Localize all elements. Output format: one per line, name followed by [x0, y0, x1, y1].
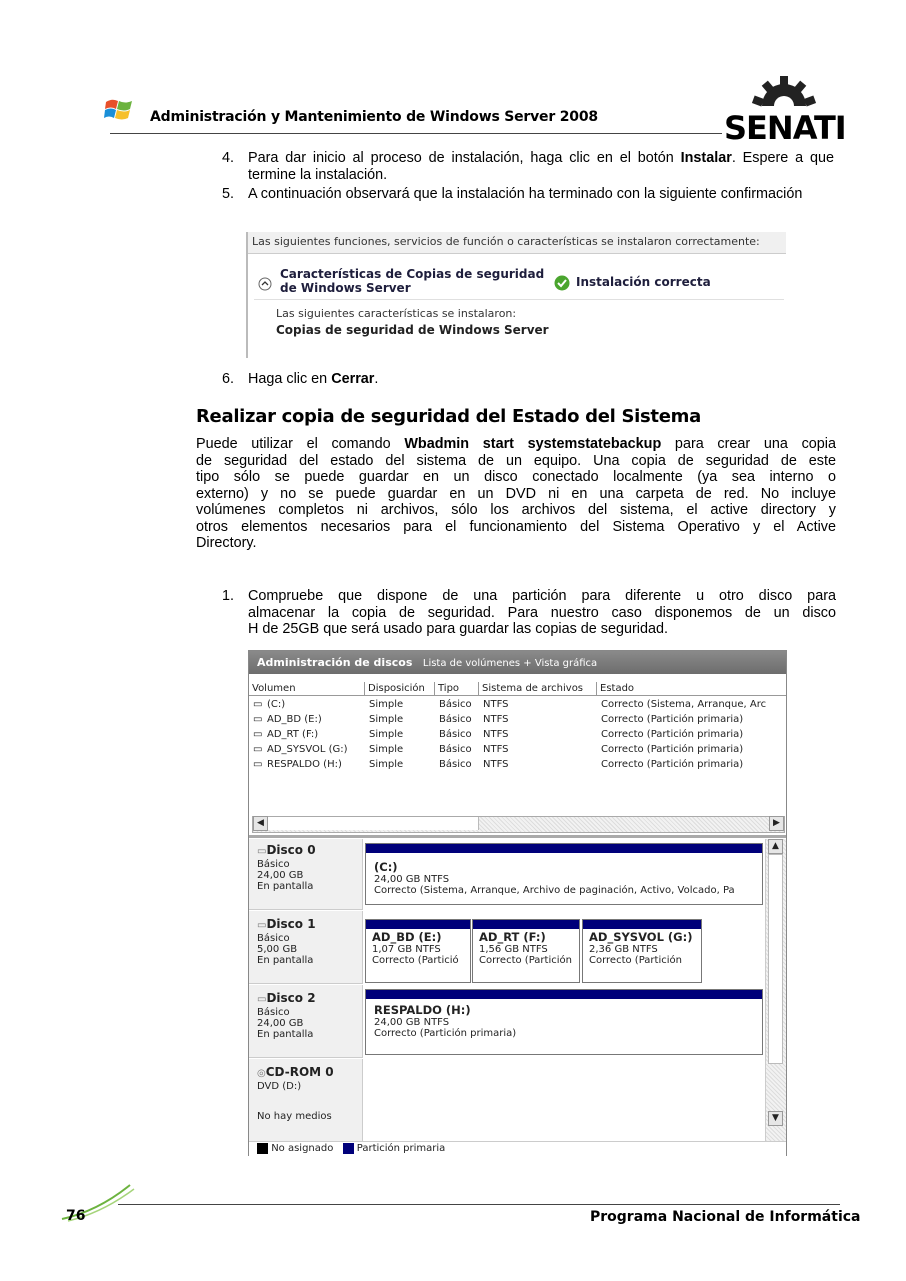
installed-feature-value: Copias de seguridad de Windows Server — [276, 323, 549, 337]
disk-1-label[interactable]: ▭Disco 1 Básico 5,00 GB En pantalla — [249, 911, 363, 984]
vertical-scrollbar[interactable] — [765, 839, 786, 1141]
drive-icon: ▭ — [253, 729, 263, 740]
scroll-left-arrow-icon[interactable]: ◀ — [253, 816, 268, 831]
scroll-up-arrow-icon[interactable]: ▲ — [768, 839, 783, 854]
partition-primary-bar — [366, 990, 762, 999]
column-header-sistema-archivos[interactable]: Sistema de archivos — [479, 682, 597, 696]
step-1-text: Compruebe que dispone de una partición para diferente u otro disco para almacenar la copia de seguridad. Para nuestro caso disponemos de un disco H de 25GB que será usado para guardar las copias de seguridad. — [248, 588, 836, 637]
step-1-number: 1. — [222, 588, 235, 604]
drive-icon: ▭ — [253, 699, 263, 710]
partition-f[interactable]: AD_RT (F:) 1,56 GB NTFS Correcto (Partición — [472, 919, 580, 983]
footer-rule — [118, 1204, 840, 1205]
horizontal-scroll-thumb[interactable] — [268, 817, 479, 830]
footer-text: Programa Nacional de Informática — [590, 1209, 861, 1225]
feature-name-line2: de Windows Server — [280, 281, 411, 295]
partition-g[interactable]: AD_SYSVOL (G:) 2,36 GB NTFS Correcto (Partición — [582, 919, 702, 983]
partition-primary-bar — [583, 920, 701, 929]
disk-2-label[interactable]: ▭Disco 2 Básico 24,00 GB En pantalla — [249, 985, 363, 1058]
install-status: Instalación correcta — [576, 275, 711, 289]
page-number: 76 — [66, 1208, 86, 1224]
drive-icon: ▭ — [253, 744, 263, 755]
pane-splitter[interactable] — [249, 835, 786, 838]
disk-management-titlebar: Administración de discos Lista de volúmenes + Vista gráfica — [249, 651, 786, 674]
senati-wordmark: SENATI — [724, 109, 846, 147]
step-6-text: Haga clic en Cerrar. — [248, 371, 379, 387]
windows-logo-icon — [104, 96, 134, 124]
collapse-chevron-icon[interactable] — [258, 277, 272, 291]
disk-icon: ▭ — [257, 920, 267, 931]
vertical-scroll-thumb[interactable] — [768, 854, 783, 1064]
table-row[interactable]: ▭ AD_RT (F:) Simple Básico NTFS Correcto (Partición primaria) — [253, 729, 744, 740]
column-header-disposicion[interactable]: Disposición — [365, 682, 435, 696]
step-4-number: 4. — [222, 150, 235, 166]
drive-icon: ▭ — [253, 714, 263, 725]
intro-paragraph: Puede utilizar el comando Wbadmin start systemstatebackup para crear una copia de seguridad del estado del sistema de un equipo. Una copia de seguridad de este tipo sólo se puede guardar en un disco conectado localmente (ya sea interno o externo) y no se puede guardar en un DVD ni en una carpeta de red. No incluye volúmenes completos ni archivos, sólo los archivos del sistema, el active directory y otros elementos necesarios para el funcionamiento del Sistema Operativo y el Active Directory. — [196, 436, 836, 551]
column-header-estado[interactable]: Estado — [597, 682, 786, 696]
partition-e[interactable]: AD_BD (E:) 1,07 GB NTFS Correcto (Partició — [365, 919, 471, 983]
partition-primary-bar — [366, 920, 470, 929]
partition-primary-bar — [366, 844, 762, 853]
disk-icon: ▭ — [257, 846, 267, 857]
step-5-number: 5. — [222, 186, 235, 202]
disk-0-label[interactable]: ▭Disco 0 Básico 24,00 GB En pantalla — [249, 839, 363, 910]
partition-h[interactable]: RESPALDO (H:) 24,00 GB NTFS Correcto (Partición primaria) — [365, 989, 763, 1055]
graphical-view — [249, 839, 786, 1141]
table-row[interactable]: ▭ AD_SYSVOL (G:) Simple Básico NTFS Correcto (Partición primaria) — [253, 744, 744, 755]
success-check-icon — [554, 275, 570, 291]
step-4-text: Para dar inicio al proceso de instalación, haga clic en el botón Instalar. Espere a que termine la instalación. — [248, 150, 834, 183]
scroll-right-arrow-icon[interactable]: ▶ — [769, 816, 784, 831]
table-row[interactable]: ▭ RESPALDO (H:) Simple Básico NTFS Correcto (Partición primaria) — [253, 759, 744, 770]
header-title: Administración y Mantenimiento de Windows Server 2008 — [150, 109, 598, 125]
legend-unassigned-swatch — [257, 1143, 268, 1154]
legend-primary-swatch — [343, 1143, 354, 1154]
disk-management-window — [248, 650, 787, 1156]
drive-icon: ▭ — [253, 759, 263, 770]
installed-features-label: Las siguientes características se instalaron: — [276, 307, 517, 320]
feature-name-line1: Características de Copias de seguridad — [280, 267, 545, 281]
table-row[interactable]: ▭ AD_BD (E:) Simple Básico NTFS Correcto (Partición primaria) — [253, 714, 744, 725]
scroll-down-arrow-icon[interactable]: ▼ — [768, 1111, 783, 1126]
cdrom-0-label[interactable]: ◎CD-ROM 0 DVD (D:) No hay medios — [249, 1059, 363, 1141]
table-row[interactable]: ▭ (C:) Simple Básico NTFS Correcto (Sistema, Arranque, Arc — [253, 699, 767, 710]
step-5-text: A continuación observará que la instalación ha terminado con la siguiente confirmación — [248, 186, 803, 202]
horizontal-scrollbar[interactable] — [252, 816, 785, 833]
disk-icon: ▭ — [257, 994, 267, 1005]
partition-primary-bar — [473, 920, 579, 929]
install-confirmation-panel — [246, 232, 786, 358]
install-summary-text: Las siguientes funciones, servicios de función o características se instalaron correctamente: — [248, 232, 786, 254]
column-header-volumen[interactable]: Volumen — [249, 682, 365, 696]
header-rule — [110, 133, 722, 134]
section-title: Realizar copia de seguridad del Estado del Sistema — [196, 406, 701, 427]
legend-primary-label: Partición primaria — [356, 1143, 446, 1154]
step-6-number: 6. — [222, 371, 235, 387]
legend — [249, 1141, 786, 1156]
partition-c[interactable]: (C:) 24,00 GB NTFS Correcto (Sistema, Arranque, Archivo de paginación, Activo, Volcado, Pa — [365, 843, 763, 905]
column-header-tipo[interactable]: Tipo — [435, 682, 479, 696]
legend-unassigned-label: No asignado — [271, 1143, 334, 1154]
cdrom-icon: ◎ — [257, 1068, 266, 1079]
